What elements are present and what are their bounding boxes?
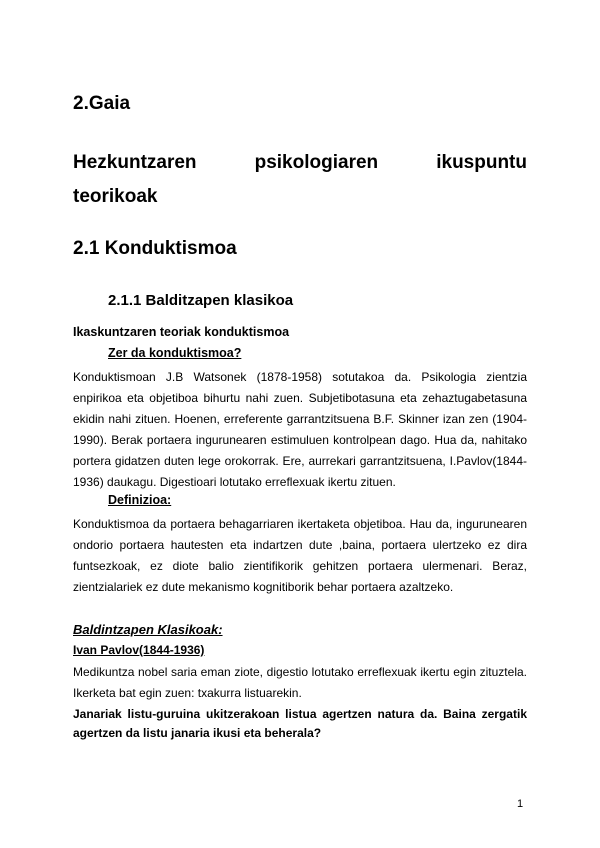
paragraph-pavlov: Medikuntza nobel saria eman ziote, digestio lotutako erreflexuak ikertu egin zituztela. Ikerketa bat egin zuen: txakurra listuarekin. xyxy=(73,665,527,700)
title-word-3: ikuspuntu xyxy=(436,152,527,173)
paragraph-watson: Konduktismoan J.B Watsonek (1878-1958) sotutakoa da. Psikologia zientzia enpirikoa eta objetiboa bihurtu nahi zuen. Subjetibotasuna eta zehaztugabetasuna ekidin nahi zituen. Hoenen, erreferente garrantzitsuena B.F. Skinner izan zen (1904-1990). Berak portaera ingurunearen estimuluen kontrolpean dago. Hua da, nahitako portera gidatzen duten lege orokorrak. Ere, aurrekari garrantzitsuena, I.Pavlov(1844-1936) daukagu. Digestioari lotutako erreflexuak ikertu zituen. xyxy=(73,370,527,489)
section-heading: 2.1 Konduktismoa xyxy=(73,238,237,259)
title-line-2: teorikoak xyxy=(73,186,158,207)
ikaskuntza-heading: Ikaskuntzaren teoriak konduktismoa xyxy=(73,325,290,339)
ivan-years: (1844-1936) xyxy=(139,643,205,657)
ivan-name: Ivan Pavlov xyxy=(73,643,140,657)
page-number: 1 xyxy=(517,798,524,810)
definizioa-heading: Definizioa: xyxy=(108,493,172,507)
ivan-pavlov-heading xyxy=(73,643,527,657)
subsection-heading: 2.1.1 Balditzapen klasikoa xyxy=(108,292,294,309)
zer-da-heading: Zer da konduktismoa? xyxy=(108,346,242,360)
title-line-1 xyxy=(73,146,527,180)
title-word-1: Hezkuntzaren xyxy=(73,152,197,173)
baldintzapen-heading: Baldintzapen Klasikoak: xyxy=(73,622,223,637)
document-title xyxy=(73,146,527,214)
paragraph-question: Janariak listu-guruina ukitzerakoan listua agertzen natura da. Baina zergatik agertzen da listu janaria ikusi eta beherala? xyxy=(73,707,527,740)
paragraph-definition: Konduktismoa da portaera behagarriaren ikertaketa objetiboa. Hau da, ingurunearen ondorio portaera hautesten eta indartzen dute ,baina, portaera ulertzeko ez dira funtsezkoak, ez diote balio zientifikorik gehitzen portaera ulermenari. Beraz, zientzialariek ez dute mekanismo kognitiborik behar portaera azaltzeko. xyxy=(73,517,527,594)
chapter-heading: 2.Gaia xyxy=(73,93,131,114)
title-word-2: psikologiaren xyxy=(254,152,379,173)
